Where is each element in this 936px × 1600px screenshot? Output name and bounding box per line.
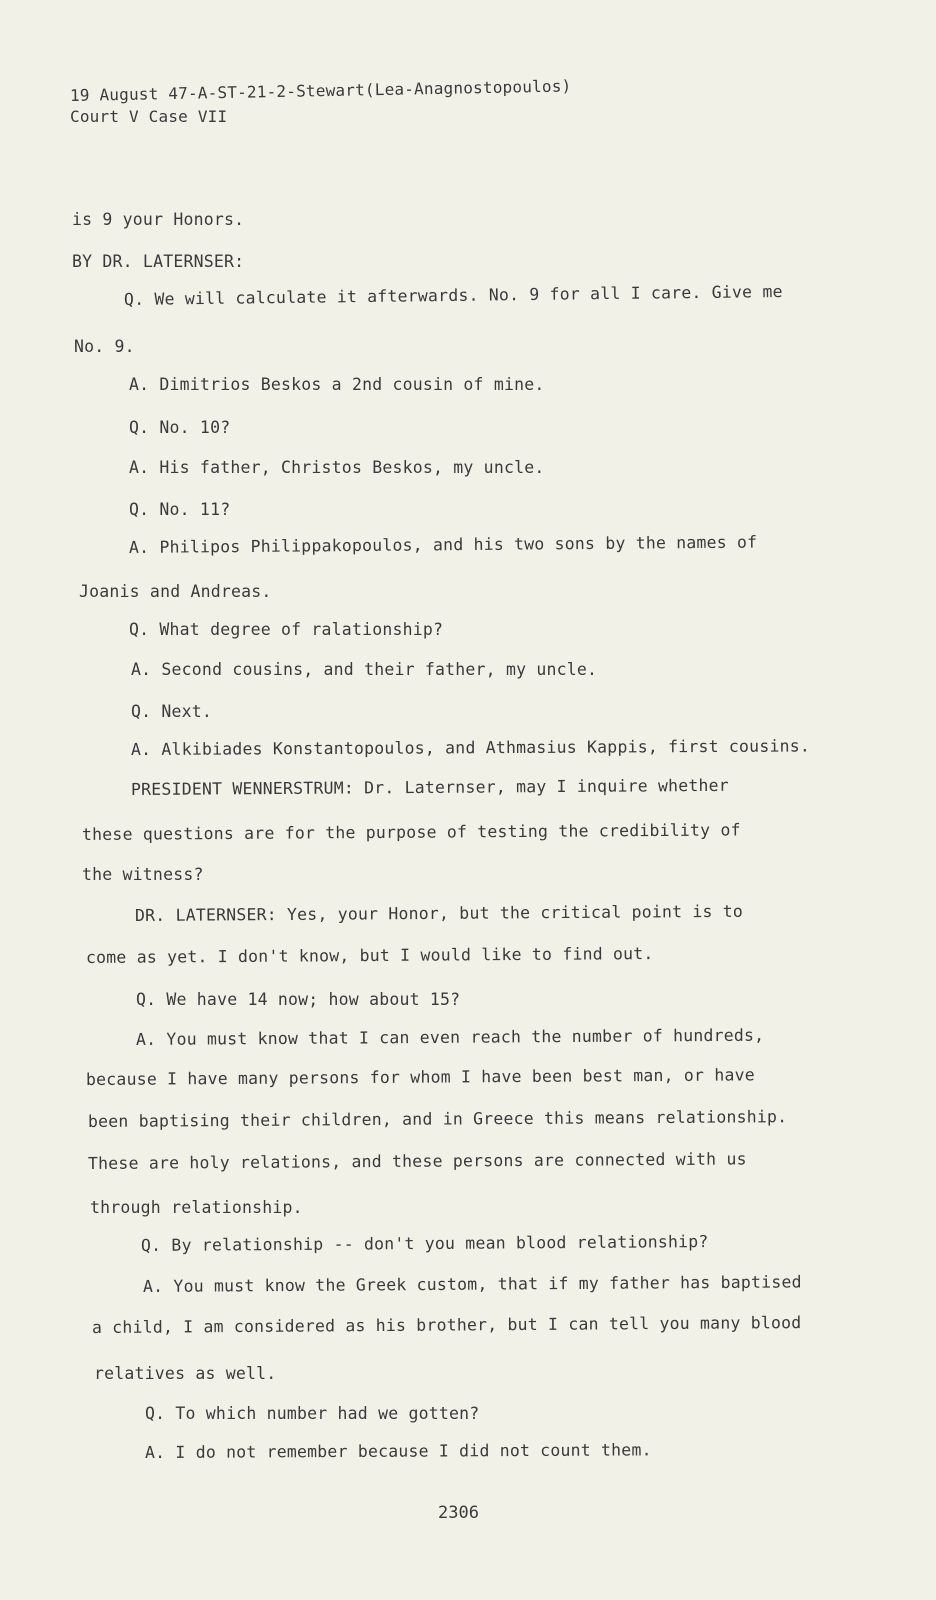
text-line: A. I do not remember because I did not count them. — [144, 1440, 652, 1462]
text-line: A. Philipos Philippakopoulos, and his two sons by the names of — [128, 532, 758, 557]
text-line: A. Alkibiades Konstantopoulos, and Athmasius Kappis, first cousins. — [130, 736, 811, 759]
text-line: A. Second cousins, and their father, my uncle. — [131, 660, 598, 679]
header-line-1: 19 August 47-A-ST-21-2-Stewart(Lea-Anagnostopoulos) — [69, 76, 572, 105]
text-line: PRESIDENT WENNERSTRUM: Dr. Laternser, may I inquire whether — [130, 775, 729, 799]
text-line: BY DR. LATERNSER: — [72, 252, 245, 271]
text-line: these questions are for the purpose of testing the credibility of — [81, 820, 741, 844]
text-line: A. His father, Christos Beskos, my uncle. — [129, 458, 545, 477]
text-line: Q. We will calculate it afterwards. No. 9 for all I care. Give me — [123, 281, 783, 309]
header-line-2: Court V Case VII — [70, 107, 228, 126]
text-line: Q. Next. — [131, 702, 213, 721]
text-line: These are holy relations, and these persons are connected with us — [87, 1149, 747, 1173]
text-line: DR. LATERNSER: Yes, your Honor, but the critical point is to — [134, 901, 744, 925]
text-line: is 9 your Honors. — [72, 210, 245, 229]
text-line: been baptising their children, and in Greece this means relationship. — [87, 1107, 788, 1131]
text-line: A. Dimitrios Beskos a 2nd cousin of mine. — [129, 375, 545, 394]
text-line: Q. No. 11? — [129, 500, 231, 519]
text-line: a child, I am considered as his brother, but I can tell you many blood — [91, 1313, 802, 1337]
text-line: because I have many persons for whom I have been best man, or have — [85, 1065, 755, 1089]
text-line: Q. We have 14 now; how about 15? — [136, 990, 461, 1009]
text-line: A. You must know the Greek custom, that if my father has baptised — [142, 1272, 802, 1296]
text-line: Q. To which number had we gotten? — [145, 1404, 480, 1423]
text-line: Q. What degree of ralationship? — [129, 620, 444, 639]
text-line: No. 9. — [74, 337, 135, 356]
text-line: A. You must know that I can even reach the number of hundreds, — [135, 1025, 765, 1049]
text-line: Joanis and Andreas. — [79, 582, 272, 601]
text-line: Q. No. 10? — [129, 418, 231, 437]
text-line: through relationship. — [90, 1198, 303, 1217]
text-line: the witness? — [82, 865, 204, 884]
text-line: come as yet. I don't know, but I would like to find out. — [85, 944, 654, 967]
text-line: relatives as well. — [94, 1364, 277, 1383]
text-line: Q. By relationship -- don't you mean blood relationship? — [140, 1232, 709, 1255]
page-number: 2306 — [438, 1503, 479, 1523]
